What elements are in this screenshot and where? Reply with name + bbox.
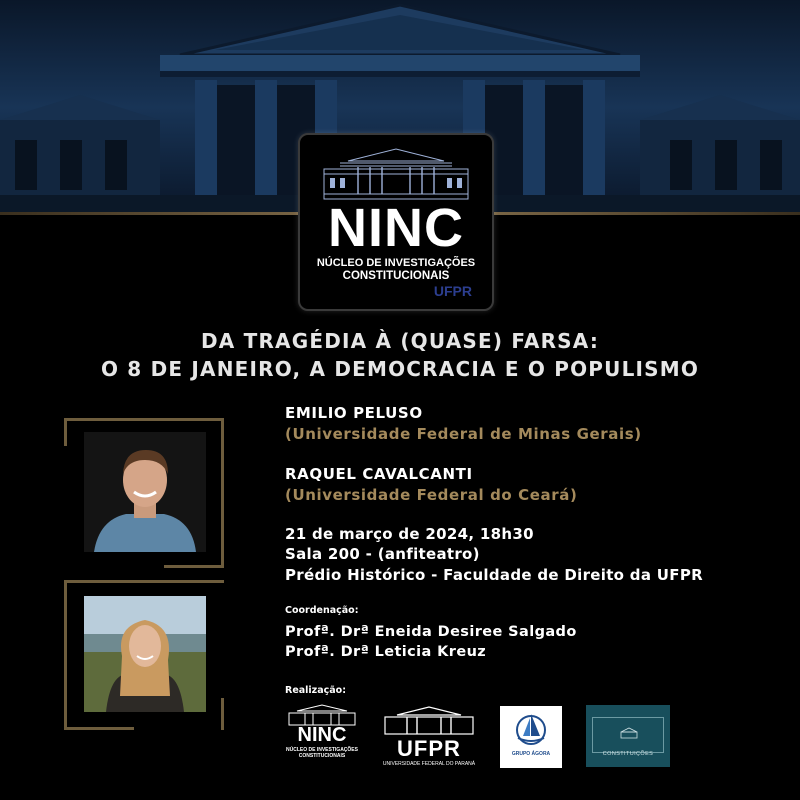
realization-label: Realização: [285,685,346,696]
speaker1-photo [84,432,206,552]
partner-ninc-name: NINC [297,724,347,746]
ninc-logo [298,133,494,311]
partner-constituicoes-name: CONSTITUIÇÕES [602,751,654,757]
event-building: Prédio Histórico - Faculdade de Direito da UFPR [285,566,703,584]
building-facade-icon [285,704,359,726]
building-outline-icon [593,718,665,740]
partner-agora-logo [500,706,562,768]
partner-ninc-line2: CONSTITUCIONAIS [298,753,346,759]
partner-ninc-logo [285,704,359,770]
speaker2-affiliation: (Universidade Federal do Ceará) [285,486,578,504]
partner-ufpr-name: UFPR [397,736,461,761]
event-title-line2: O 8 DE JANEIRO, A DEMOCRACIA E O POPULISMO [100,357,700,381]
event-room: Sala 200 - (anfiteatro) [285,545,480,563]
speaker1-affiliation: (Universidade Federal de Minas Gerais) [285,425,642,443]
ninc-logo-wordmark: NINC [328,198,464,258]
coordinator-2: Profª. Drª Leticia Kreuz [285,644,487,660]
building-facade-icon [318,147,474,201]
partner-agora-name: GRUPO ÁGORA [511,751,551,757]
person-portrait-icon [84,432,206,552]
ninc-logo-line1: NÚCLEO DE INVESTIGAÇÕES [316,257,476,269]
speaker2-photo [84,596,206,712]
ninc-logo-line2: CONSTITUCIONAIS [342,270,450,282]
speaker1-name: EMILIO PELUSO [285,404,423,422]
partner-ninc-line1: NÚCLEO DE INVESTIGAÇÕES [286,747,358,753]
person-portrait-icon [84,596,206,712]
sail-icon [500,706,562,750]
event-title-line1: DA TRAGÉDIA À (QUASE) FARSA: [200,329,600,353]
partner-ufpr-subtitle: UNIVERSIDADE FEDERAL DO PARANÁ [382,761,476,767]
coordinator-1: Profª. Drª Eneida Desiree Salgado [285,624,577,640]
building-facade-icon [377,706,481,736]
coordination-label: Coordenação: [285,605,359,616]
speaker2-name: RAQUEL CAVALCANTI [285,465,473,483]
ninc-logo-institution: UFPR [433,283,472,299]
constituicoes-frame [592,717,664,757]
event-date: 21 de março de 2024, 18h30 [285,525,534,543]
partner-ufpr-logo [377,706,481,770]
partner-constituicoes-logo [586,705,670,767]
